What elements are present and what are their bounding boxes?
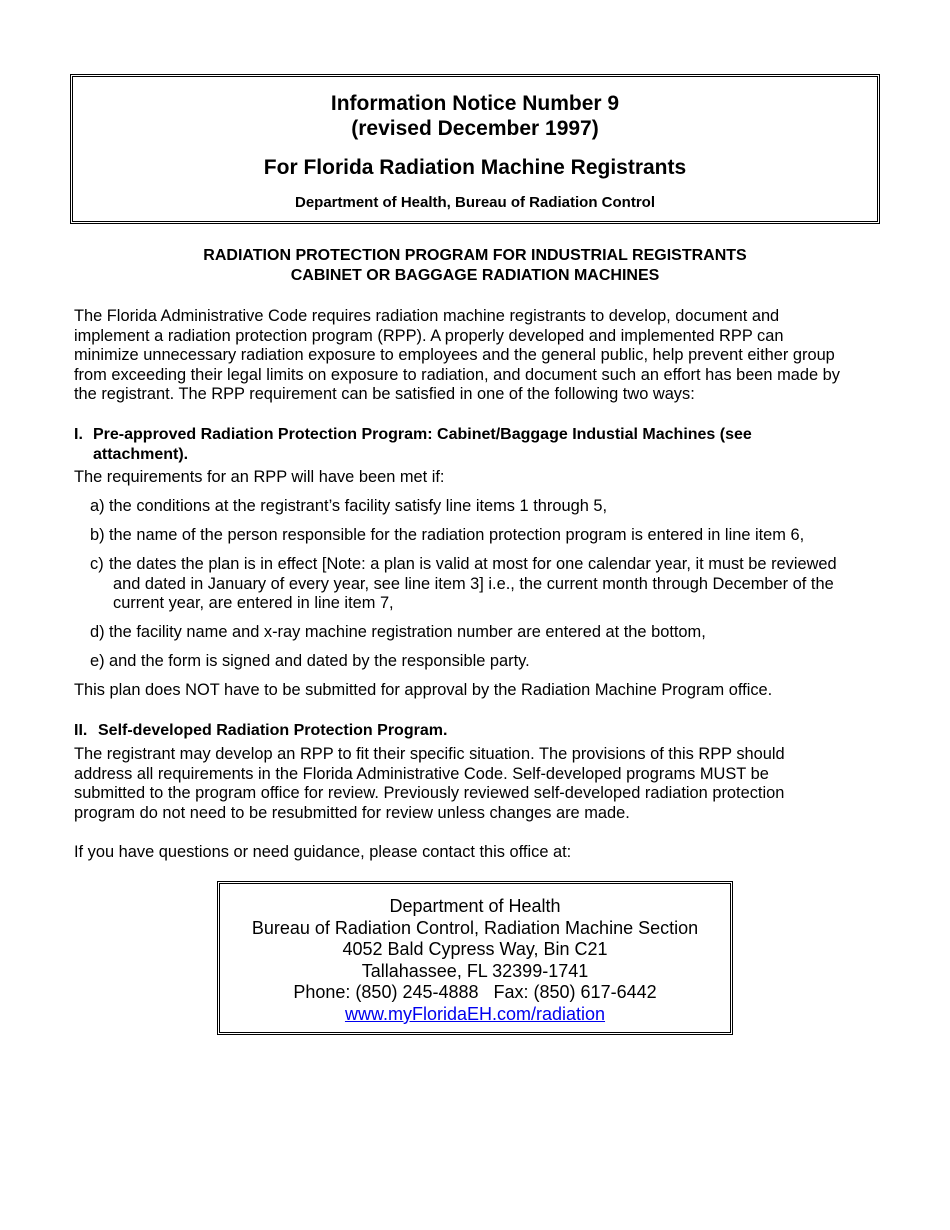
section1-title: [93, 425, 828, 464]
section2-number: II.: [74, 722, 88, 739]
list-item-letter: c): [90, 555, 104, 573]
section1-note: This plan does NOT have to be submitted for approval by the Radiation Machine Program office.: [74, 681, 773, 699]
section2-paragraph: [74, 745, 879, 823]
list-item-letter: e): [90, 652, 105, 670]
section2-line: program do not need to be resubmitted for review unless changes are made.: [74, 803, 630, 822]
section-heading-line2: CABINET OR BAGGAGE RADIATION MACHINES: [290, 267, 660, 284]
contact-box: [217, 881, 733, 1035]
intro-line: implement a radiation protection program (RPP). A properly developed and implemented RPP can: [74, 326, 784, 345]
section1-number: I.: [74, 426, 83, 443]
intro-line: the registrant. The RPP requirement can be satisfied in one of the following two ways:: [74, 385, 695, 404]
intro-line: minimize unnecessary radiation exposure to employees and the general public, help prevent either group: [74, 346, 835, 365]
list-item-letter: b): [90, 526, 105, 544]
notice-audience: For Florida Radiation Machine Registrants: [263, 156, 687, 179]
contact-bureau: Bureau of Radiation Control, Radiation Machine Section: [251, 917, 699, 938]
header-box: [70, 74, 880, 224]
list-item-letter: d): [90, 623, 105, 641]
section-heading-line1: RADIATION PROTECTION PROGRAM FOR INDUSTRIAL REGISTRANTS: [203, 247, 747, 264]
notice-revision: (revised December 1997): [351, 117, 599, 140]
list-item-text: and dated in January of every year, see line item 3] i.e., the current month through December of the: [113, 574, 834, 593]
list-item-text: and the form is signed and dated by the responsible party.: [109, 652, 530, 670]
section1-title-line: Pre-approved Radiation Protection Program: Cabinet/Baggage Industial Machines (see: [93, 426, 752, 443]
notice-title: Information Notice Number 9: [330, 92, 620, 115]
intro-line: The Florida Administrative Code requires radiation machine registrants to develop, document and: [74, 307, 780, 325]
notice-department: Department of Health, Bureau of Radiation Control: [294, 194, 655, 211]
list-item-text: the dates the plan is in effect [Note: a plan is valid at most for one calendar year, it must be reviewed: [109, 555, 837, 573]
list-item-letter: a): [90, 497, 105, 515]
website-link[interactable]: www.myFloridaEH.com/radiation: [344, 1003, 606, 1024]
intro-paragraph: [74, 307, 879, 405]
contact-city: Tallahassee, FL 32399-1741: [361, 960, 589, 981]
section1-title-line: attachment).: [93, 445, 189, 463]
list-item-text: the facility name and x-ray machine registration number are entered at the bottom,: [109, 623, 706, 641]
contact-phone-fax: Phone: (850) 245-4888 Fax: (850) 617-6442: [293, 982, 657, 1003]
contact-org: Department of Health: [389, 896, 561, 916]
section1-lead: The requirements for an RPP will have been met if:: [74, 468, 445, 486]
contact-street: 4052 Bald Cypress Way, Bin C21: [342, 939, 608, 960]
contact-prompt: If you have questions or need guidance, please contact this office at:: [74, 843, 572, 861]
section2-line: The registrant may develop an RPP to fit their specific situation. The provisions of this RPP should: [74, 745, 785, 763]
section2-line: address all requirements in the Florida Administrative Code. Self-developed programs MUST be: [74, 764, 769, 783]
list-item-text: the conditions at the registrant’s facility satisfy line items 1 through 5,: [109, 497, 608, 515]
intro-line: from exceeding their legal limits on exposure to radiation, and document such an effort has been made by: [74, 365, 840, 384]
section2-title: Self-developed Radiation Protection Program.: [98, 722, 448, 739]
section2-line: submitted to the program office for review. Previously reviewed self-developed radiation protection: [74, 784, 785, 803]
list-item-text: the name of the person responsible for the radiation protection program is entered in line item 6,: [109, 526, 805, 544]
list-item-text: current year, are entered in line item 7,: [113, 594, 394, 613]
